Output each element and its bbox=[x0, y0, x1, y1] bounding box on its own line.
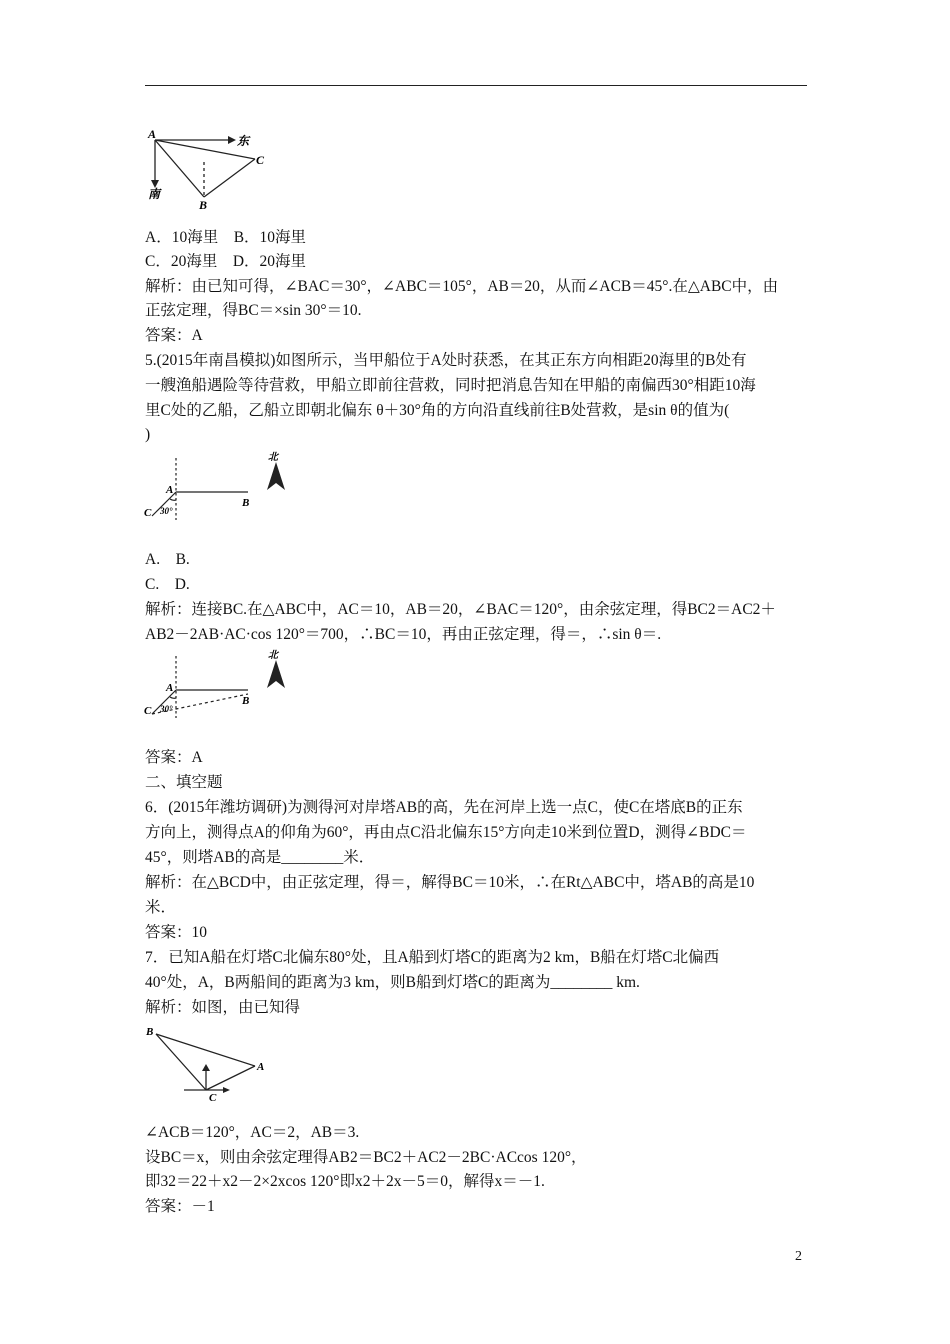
q6-text-line-1: 6．(2015年潍坊调研)为测得河对岸塔AB的高，先在河岸上选一点C，使C在塔底B的正东 bbox=[145, 799, 743, 816]
label-b: B bbox=[146, 1026, 154, 1038]
q5-text-line-1: 5.(2015年南昌模拟)如图所示，当甲船位于A处时获悉，在其正东方向相距20海里的B处有 bbox=[145, 352, 747, 369]
q6-text-line-3: 45°，则塔AB的高是________米． bbox=[145, 849, 375, 866]
label-angle: 30° bbox=[160, 506, 173, 516]
q7-answer: 答案：－1 bbox=[145, 1198, 215, 1215]
q5-options-cd: C. D. bbox=[145, 576, 190, 593]
label-b: B bbox=[242, 695, 250, 707]
q5-text-line-3: 里C处的乙船，乙船立即朝北偏东 θ＋30°角的方向沿直线前往B处营救，是sin θ的值为( bbox=[145, 402, 730, 419]
q5-options-ab: A. B. bbox=[145, 551, 190, 568]
q7-solution-line-2: 设BC＝x，则由余弦定理得AB2＝BC2＋AC2－2BC·ACcos 120°， bbox=[145, 1149, 587, 1166]
label-a: A bbox=[148, 127, 157, 141]
label-c: C bbox=[256, 153, 265, 167]
label-east: 东 bbox=[237, 134, 250, 148]
label-north: 北 bbox=[268, 452, 278, 463]
q7-solution-line-1: ∠ACB＝120°，AC＝2，AB＝3. bbox=[145, 1124, 360, 1141]
q6-text-line-2: 方向上，测得点A的仰角为60°，再由点C沿北偏东15°方向走10米到位置D，测得∠BDC＝ bbox=[145, 824, 747, 841]
label-a: A bbox=[257, 1061, 265, 1073]
label-b: B bbox=[242, 497, 250, 509]
q5-text-line-4: ) bbox=[145, 426, 151, 443]
label-south: 南 bbox=[148, 187, 161, 201]
q4-options-ab: A．10海里 B．10海里 bbox=[145, 229, 307, 246]
north-arrow-icon bbox=[267, 462, 285, 490]
q7-solution-intro: 解析：如图，由已知得 bbox=[145, 999, 301, 1016]
label-angle: 30° bbox=[160, 704, 173, 714]
label-c: C bbox=[144, 705, 152, 717]
q7-text-line-1: 7．已知A船在灯塔C北偏东80°处，且A船到灯塔C的距离为2 km，B船在灯塔C北偏西 bbox=[145, 949, 720, 966]
label-c: C bbox=[144, 507, 152, 519]
q5-text-line-2: 一艘渔船遇险等待营救，甲船立即前往营救，同时把消息告知在甲船的南偏西30°相距10海 bbox=[145, 377, 756, 394]
q6-solution-line-2: 米． bbox=[145, 899, 177, 916]
q7-solution-line-3: 即32＝22＋x2－2×2xcos 120°即x2＋2x－5＝0，解得x＝－1. bbox=[145, 1173, 545, 1190]
q5-answer: 答案：A bbox=[145, 749, 203, 766]
q4-solution-line-2: 正弦定理，得BC＝×sin 30°＝10. bbox=[145, 302, 362, 319]
q6-answer: 答案：10 bbox=[145, 924, 208, 941]
q5-solution-line-2: AB2－2AB·AC·cos 120°＝700，∴BC＝10，再由正弦定理，得＝，∴sin θ＝. bbox=[145, 626, 662, 643]
header-rule bbox=[145, 85, 807, 86]
figure-3-diagram bbox=[140, 648, 300, 723]
label-c: C bbox=[209, 1092, 217, 1104]
label-a: A bbox=[166, 682, 174, 694]
q5-solution-line-1: 解析：连接BC.在△ABC中，AC＝10，AB＝20，∠BAC＝120°，由余弦定理，得BC2＝AC2＋ bbox=[145, 601, 776, 618]
figure-2-diagram bbox=[140, 450, 300, 525]
q4-solution-line-1: 解析：由已知可得，∠BAC＝30°，∠ABC＝105°，AB＝20，从而∠ACB＝45°.在△ABC中，由 bbox=[145, 278, 779, 295]
figure-1-diagram bbox=[140, 124, 280, 214]
figure-4-diagram bbox=[140, 1022, 280, 1107]
label-a: A bbox=[166, 484, 174, 496]
q4-answer: 答案：A bbox=[145, 327, 203, 344]
page-number: 2 bbox=[795, 1249, 802, 1264]
q7-text-line-2: 40°处，A，B两船间的距离为3 km，则B船到灯塔C的距离为________ km. bbox=[145, 974, 640, 991]
north-arrow-icon bbox=[267, 660, 285, 688]
label-b: B bbox=[199, 198, 208, 212]
label-north: 北 bbox=[268, 650, 278, 661]
section-heading: 二、填空题 bbox=[145, 774, 223, 791]
q4-options-cd: C．20海里 D．20海里 bbox=[145, 253, 307, 270]
q6-solution-line-1: 解析：在△BCD中，由正弦定理，得＝，解得BC＝10米，∴在Rt△ABC中，塔AB的高是10 bbox=[145, 874, 755, 891]
